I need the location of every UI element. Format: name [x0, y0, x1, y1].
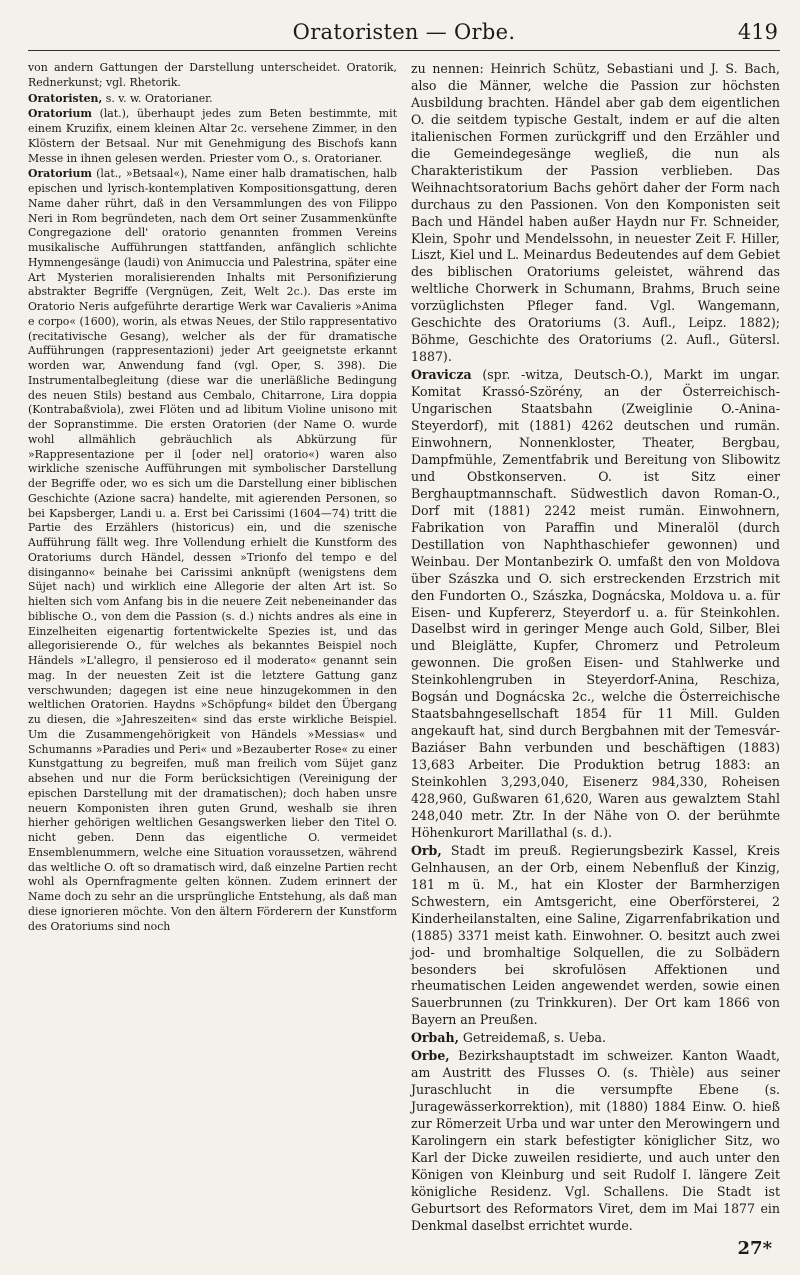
entry: [28, 61, 397, 91]
entry-headword: Oravicza: [411, 367, 472, 383]
sheet-signature: 27*: [737, 1238, 772, 1259]
entry-text: Getreidemaß, s. Ueba.: [458, 1030, 606, 1046]
left-column: [28, 61, 397, 1236]
entry-text: von andern Gattungen der Darstellung unterscheidet. Oratorik, Rednerkunst; vgl. Rhetorik.: [28, 61, 397, 89]
entry: [411, 1048, 780, 1234]
running-title: Oratoristen — Orbe.: [292, 20, 516, 44]
right-column: [411, 61, 780, 1236]
entry-headword: Oratorium: [28, 167, 92, 181]
entry-text: Bezirkshauptstadt im schweizer. Kanton Waadt, am Austritt des Flusses O. (s. Thièle) aus seiner Juraschlucht in die versumpfte Ebene (s. Juragewässerkorrektion), mit (1880) 1884 Einw. O. hieß zur Römerzeit Urba und war unter den Merowingern und Karolingern ein stark befestigter königlicher Sitz, wo Karl der Dicke zuweilen residierte, und auch unter den Königen von Kleinburg und seit Rudolf I. längere Zeit königliche Residenz. Vgl. Schallens. Die Stadt ist Geburtsort des Reformators Viret, dem im Mai 1877 ein Denkmal daselbst errichtet wurde.: [411, 1048, 780, 1233]
text-columns: [28, 61, 780, 1236]
entry: [411, 367, 780, 842]
entry: [411, 843, 780, 1029]
entry: [28, 107, 397, 166]
entry: [411, 1030, 780, 1047]
entry-text: s. v. w. Oratorianer.: [102, 91, 213, 105]
entry-headword: Orbe,: [411, 1048, 450, 1064]
running-header: [28, 14, 780, 51]
entry-text: (lat., »Betsaal«), Name einer halb dramatischen, halb epischen und lyrisch-kontemplativen Kompositionsgattung, deren Name daher rührt, daß in den Versammlungen des von Filippo Neri in Rom begründeten, nach dem Ort seiner Zusammenkünfte Congregazione dell' oratorio genannten frommen Vereins musikalische Aufführungen stattfanden, anfänglich schlichte Hymnengesänge (laudi) von Animuccia und Palestrina, später eine Art Mysterien moralisierenden Inhalts mit Personifizierung abstrakter Begriffe (Vergnügen, Zeit, Welt 2c.). Das erste im Oratorio Neris aufgeführte derartige Werk war Cavalieris »Anima e corpo« (1600), worin, als etwas Neues, der Stilo rappresentativo (recitativische Gesang), welcher als der für dramatische Aufführungen (rappresentazioni) jeder Art geeignetste erkannt worden war, Anwendung fand (vgl. Oper, S. 398). Die Instrumentalbegleitung (diese war die unerläßliche Bedingung des neuen Stils) bestand aus Cembalo, Chitarrone, Lira doppia (Kontrabaßviola), zwei Flöten und ad libitum Violine unisono mit der Sopranstimme. Die ersten Oratorien (der Name O. wurde wohl allmählich gebräuchlich als Abkürzung für »Rappresentazione per il [oder nel] oratorio«) waren also wirkliche szenische Aufführungen mit symbolischer Darstellung der Begriffe oder, wo es sich um die Darstellung einer biblischen Geschichte (Azione sacra) handelte, mit agierenden Personen, so bei Kapsberger, Landi u. a. Erst bei Carissimi (1604—74) tritt die Partie des Erzählers (historicus) ein, und die szenische Aufführung fällt weg. Ihre Vollendung erhielt die Kunstform des Oratoriums durch Händel, dessen »Trionfo del tempo e del disinganno« beinahe bei Carissimi anknüpft (wenigstens dem Süjet nach) und wirklich eine Allegorie der alten Art ist. So hielten sich vom Anfang bis in die neuere Zeit nebeneinander das biblische O., von dem die Passion (s. d.) nichts andres als eine in Einzelheiten eigenartig fortentwickelte Spezies ist, und das allegorisierende O., für welches als bekanntes Beispiel noch Händels »L'allegro, il pensieroso ed il moderato« genannt sein mag. In der neuesten Zeit ist die letztere Gattung ganz verschwunden; dagegen ist eine neue hinzugekommen in den weltlichen Oratorien. Haydns »Schöpfung« bildet den Übergang zu diesen, die »Jahreszeiten« sind das erste wirkliche Beispiel. Um die Zusammengehörigkeit von Händels »Messias« und Schumanns »Paradies und Peri« und »Bezauberter Rose« zu einer Kunstgattung zu begreifen, muß man freilich vom Süjet ganz absehen und nur die Form berücksichtigen (Vereinigung der epischen Darstellung mit der dramatischen); doch haben unsre neuern Komponisten ihren guten Grund, weshalb sie ihren hierher gehörigen weltlichen Gesangswerken lieber den Titel O. nicht geben. Denn das eigentliche O. vermeidet Ensemblenummern, welche eine Situation voraussetzen, während das weltliche O. oft so dramatisch wird, daß einzelne Partien recht wohl als Opernfragmente gelten können. Zudem erinnert der Name doch zu sehr an die ursprüngliche Entstehung, als daß man diese ignorieren möchte. Von den ältern Förderern der Kunstform des Oratoriums sind noch: [28, 167, 397, 933]
entry: [411, 61, 780, 366]
entry-headword: Orbah,: [411, 1030, 459, 1046]
entry-text: zu nennen: Heinrich Schütz, Sebastiani und J. S. Bach, also die Männer, welche die Passion zur höchsten Ausbildung brachten. Händel aber gab dem eigentlichen O. die seitdem typische Gestalt, indem er auf die alten italienischen Formen zurückgriff und den Erzähler und die Gemeindegesänge wegließ, die nun als Charakteristikum der Passion verblieben. Das Weihnachtsoratorium Bachs gehört daher der Form nach durchaus zu den Passionen. Von den Komponisten seit Bach und Händel haben außer Haydn nur Fr. Schneider, Klein, Spohr und Mendelssohn, in neuester Zeit F. Hiller, Liszt, Kiel und L. Meinardus Bedeutendes auf dem Gebiet des biblischen Oratoriums geleistet, während das weltliche Chorwerk in Schumann, Brahms, Bruch seine vorzüglichsten Pfleger fand. Vgl. Wangemann, Geschichte des Oratoriums (3. Aufl., Leipz. 1882); Böhme, Geschichte des Oratoriums (2. Aufl., Gütersl. 1887).: [411, 61, 780, 365]
entry: [28, 167, 397, 934]
entry-headword: Oratorium: [28, 107, 92, 121]
entry-text: Stadt im preuß. Regierungsbezirk Kassel, Kreis Gelnhausen, an der Orb, einem Nebenfluß der Kinzig, 181 m ü. M., hat ein Kloster der Barmherzigen Schwestern, ein Amtsgericht, eine Oberförsterei, 2 Kinderheilanstalten, eine Saline, Zigarrenfabrikation und (1885) 3371 meist kath. Einwohner. O. besitzt auch zwei jod- und bromhaltige Solquellen, die zu Solbädern besonders bei skrofulösen Affektionen und rheumatischen Leiden angewendet werden, sowie einen Sauerbrunnen (zu Trinkkuren). Der Ort kam 1866 von Bayern an Preußen.: [411, 842, 780, 1028]
entry-text: (spr. -witza, Deutsch-O.), Markt im ungar. Komitat Krassó-Szörény, an der Österreichisch-Ungarischen Staatsbahn (Zweiglinie O.-Anina-Steyerdorf), mit (1881) 4262 deutschen und rumän. Einwohnern, Nonnenkloster, Theater, Bergbau, Dampfmühle, Zementfabrik und Bereitung von Slibowitz und Obstkonserven. O. ist Sitz einer Berghauptmannschaft. Südwestlich davon Roman-O., Dorf mit (1881) 2242 meist rumän. Einwohnern, Fabrikation von Paraffin und Mineralöl (durch Destillation von Naphthaschiefer gewonnen) und Weinbau. Der Montanbezirk O. umfaßt den von Moldova über Szászka und O. sich erstreckenden Erzstrich mit den Fundorten O., Szászka, Dognácska, Moldova u. a. für Eisen- und Kupfererz, Steyerdorf u. a. für Steinkohlen. Daselbst wird in geringer Menge auch Gold, Silber, Blei und Bleiglätte, Kupfer, Chromerz und Petroleum gewonnen. Die großen Eisen- und Stahlwerke und Steinkohlengruben in Steyerdorf-Anina, Reschiza, Bogsán und Dognácska 2c., welche die Österreichische Staatsbahngesellschaft 1854 für 11 Mill. Gulden angekauft hat, sind durch Bergbahnen mit der Temesvár-Baziáser Bahn verbunden und beschäftigen (1883) 13,683 Arbeiter. Die Produktion betrug 1883: an Steinkohlen 3,293,040, Eisenerz 984,330, Roheisen 428,960, Gußwaren 61,620, Waren aus gewalztem Stahl 248,040 metr. Ztr. In der Nähe von O. der berühmte Höhenkurort Marillathal (s. d.).: [411, 367, 780, 840]
entry-headword: Oratoristen,: [28, 91, 103, 105]
entry-headword: Orb,: [411, 842, 442, 858]
entry-text: (lat.), überhaupt jedes zum Beten bestimmte, mit einem Kruzifix, einem kleinen Altar 2c. versehene Zimmer, in den Klöstern der Betsaal. Nur mit Genehmigung des Bischofs kann Messe in ihnen gelesen werden. Priester vom O., s. Oratorianer.: [28, 107, 397, 165]
entry: [28, 92, 397, 107]
page-number: 419: [737, 20, 778, 44]
